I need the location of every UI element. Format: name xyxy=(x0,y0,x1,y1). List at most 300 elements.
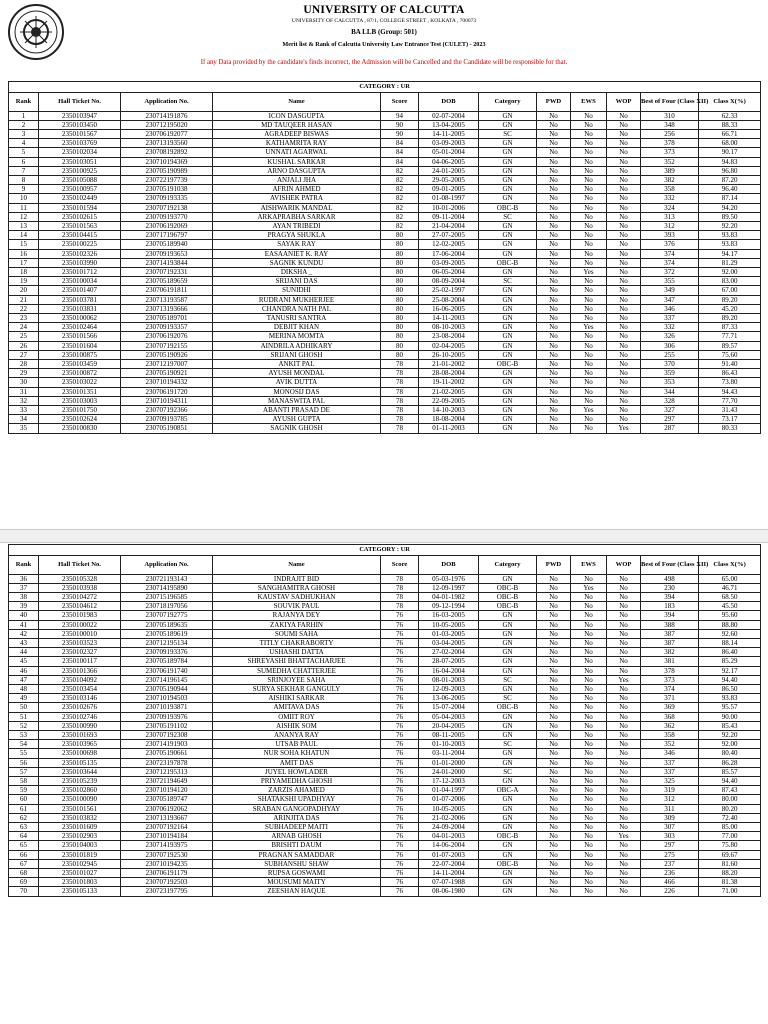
cell-hall-ticket: 2350101803 xyxy=(39,878,121,887)
cell-rank: 25 xyxy=(9,332,39,341)
cell-class-x: 90.00 xyxy=(699,712,761,721)
cell-score: 76 xyxy=(381,832,419,841)
cell-category: GN xyxy=(479,313,537,322)
cell-hall-ticket: 2350103990 xyxy=(39,258,121,267)
cell-dob: 25-02-1997 xyxy=(419,286,479,295)
table-row xyxy=(9,313,761,322)
cell-category: GN xyxy=(479,111,537,120)
cell-wop: No xyxy=(607,869,641,878)
cell-ews: No xyxy=(571,295,607,304)
table-row xyxy=(9,675,761,684)
cell-wop: No xyxy=(607,813,641,822)
cell-application-no: 230707192503 xyxy=(121,878,213,887)
cell-category: GN xyxy=(479,120,537,129)
table-row xyxy=(9,249,761,258)
cell-score: 80 xyxy=(381,240,419,249)
cell-class-x: 92.60 xyxy=(699,629,761,638)
cell-score: 76 xyxy=(381,813,419,822)
cell-score: 84 xyxy=(381,139,419,148)
cell-dob: 18-08-2004 xyxy=(419,415,479,424)
cell-application-no: 230705189747 xyxy=(121,795,213,804)
cell-rank: 44 xyxy=(9,648,39,657)
cell-hall-ticket: 2350101407 xyxy=(39,286,121,295)
column-header-score: Score xyxy=(381,92,419,111)
cell-pwd: No xyxy=(537,231,571,240)
cell-hall-ticket: 2350103454 xyxy=(39,684,121,693)
cell-ews: No xyxy=(571,657,607,666)
cell-best-of-four: 394 xyxy=(641,592,699,601)
cell-best-of-four: 226 xyxy=(641,887,699,896)
cell-name: MANASWITA PAL xyxy=(213,396,381,405)
cell-dob: 13-06-2005 xyxy=(419,694,479,703)
cell-wop: No xyxy=(607,396,641,405)
cell-category: GN xyxy=(479,415,537,424)
cell-pwd: No xyxy=(537,767,571,776)
cell-class-x: 89.50 xyxy=(699,212,761,221)
cell-rank: 70 xyxy=(9,887,39,896)
cell-name: INDRAJIT BID xyxy=(213,574,381,583)
cell-ews: No xyxy=(571,620,607,629)
cell-class-x: 96.80 xyxy=(699,166,761,175)
table-row xyxy=(9,424,761,433)
cell-hall-ticket: 2350101027 xyxy=(39,869,121,878)
cell-wop: Yes xyxy=(607,424,641,433)
cell-pwd: No xyxy=(537,267,571,276)
cell-best-of-four: 287 xyxy=(641,424,699,433)
cell-best-of-four: 373 xyxy=(641,148,699,157)
cell-best-of-four: 325 xyxy=(641,776,699,785)
cell-rank: 50 xyxy=(9,703,39,712)
cell-category: GN xyxy=(479,323,537,332)
cell-application-no: 230714195890 xyxy=(121,583,213,592)
cell-score: 82 xyxy=(381,175,419,184)
cell-hall-ticket: 2350101566 xyxy=(39,332,121,341)
cell-dob: 21-02-2006 xyxy=(419,813,479,822)
cell-dob: 01-07-2003 xyxy=(419,850,479,859)
cell-wop: No xyxy=(607,620,641,629)
cell-dob: 15-07-2004 xyxy=(419,703,479,712)
cell-ews: No xyxy=(571,813,607,822)
cell-ews: No xyxy=(571,684,607,693)
column-header-best-of-four: Best of Four (Class XII) xyxy=(641,92,699,111)
cell-category: OBC-B xyxy=(479,703,537,712)
cell-best-of-four: 311 xyxy=(641,804,699,813)
cell-best-of-four: 378 xyxy=(641,139,699,148)
cell-score: 76 xyxy=(381,869,419,878)
cell-application-no: 230709193335 xyxy=(121,194,213,203)
column-header-category: Category xyxy=(479,555,537,574)
cell-score: 76 xyxy=(381,666,419,675)
table-row xyxy=(9,203,761,212)
cell-score: 82 xyxy=(381,221,419,230)
cell-application-no: 230709193785 xyxy=(121,415,213,424)
column-header-class-x: Class X(%) xyxy=(699,555,761,574)
cell-best-of-four: 374 xyxy=(641,684,699,693)
cell-application-no: 230710194120 xyxy=(121,786,213,795)
table-row xyxy=(9,684,761,693)
cell-application-no: 230707192331 xyxy=(121,267,213,276)
cell-rank: 32 xyxy=(9,396,39,405)
cell-rank: 67 xyxy=(9,859,39,868)
cell-hall-ticket: 2350100698 xyxy=(39,749,121,758)
cell-dob: 22-09-2005 xyxy=(419,396,479,405)
column-header-application-no: Application No. xyxy=(121,555,213,574)
cell-name: KAUSTAV SADHUKHAN xyxy=(213,592,381,601)
cell-best-of-four: 358 xyxy=(641,185,699,194)
cell-category: GN xyxy=(479,629,537,638)
cell-category: SC xyxy=(479,129,537,138)
cell-rank: 31 xyxy=(9,387,39,396)
cell-best-of-four: 332 xyxy=(641,194,699,203)
cell-pwd: No xyxy=(537,666,571,675)
cell-category: GN xyxy=(479,749,537,758)
cell-name: SRABAN GANGOPADHYAY xyxy=(213,804,381,813)
column-header-hall-ticket: Hall Ticket No. xyxy=(39,92,121,111)
cell-best-of-four: 346 xyxy=(641,304,699,313)
cell-name: AVIK DUTTA xyxy=(213,378,381,387)
cell-pwd: No xyxy=(537,776,571,785)
cell-class-x: 88.80 xyxy=(699,620,761,629)
cell-best-of-four: 370 xyxy=(641,359,699,368)
cell-wop: No xyxy=(607,859,641,868)
cell-hall-ticket: 2350103965 xyxy=(39,740,121,749)
cell-wop: No xyxy=(607,850,641,859)
cell-dob: 27-02-2004 xyxy=(419,648,479,657)
cell-name: SHREYASHI BHATTACHARJEE xyxy=(213,657,381,666)
cell-category: GN xyxy=(479,304,537,313)
cell-hall-ticket: 2350105135 xyxy=(39,758,121,767)
cell-pwd: No xyxy=(537,804,571,813)
cell-best-of-four: 362 xyxy=(641,721,699,730)
cell-dob: 09-11-2004 xyxy=(419,212,479,221)
cell-application-no: 230707192530 xyxy=(121,850,213,859)
table-row xyxy=(9,387,761,396)
cell-ews: No xyxy=(571,359,607,368)
cell-class-x: 94.20 xyxy=(699,203,761,212)
cell-dob: 21-01-2002 xyxy=(419,359,479,368)
cell-pwd: No xyxy=(537,120,571,129)
column-header-name: Name xyxy=(213,92,381,111)
cell-wop: No xyxy=(607,740,641,749)
column-header-class-x: Class X(%) xyxy=(699,92,761,111)
cell-rank: 12 xyxy=(9,212,39,221)
cell-pwd: No xyxy=(537,369,571,378)
cell-name: ARNAB GHOSH xyxy=(213,832,381,841)
cell-wop: No xyxy=(607,258,641,267)
table-row xyxy=(9,859,761,868)
cell-ews: No xyxy=(571,120,607,129)
cell-score: 76 xyxy=(381,721,419,730)
cell-best-of-four: 310 xyxy=(641,111,699,120)
cell-class-x: 81.29 xyxy=(699,258,761,267)
cell-rank: 61 xyxy=(9,804,39,813)
cell-best-of-four: 337 xyxy=(641,313,699,322)
cell-score: 80 xyxy=(381,231,419,240)
cell-pwd: No xyxy=(537,148,571,157)
cell-class-x: 85.29 xyxy=(699,657,761,666)
cell-application-no: 230705189635 xyxy=(121,620,213,629)
cell-best-of-four: 387 xyxy=(641,638,699,647)
cell-class-x: 68.00 xyxy=(699,139,761,148)
cell-wop: No xyxy=(607,304,641,313)
cell-pwd: No xyxy=(537,341,571,350)
cell-dob: 28-08-2004 xyxy=(419,369,479,378)
cell-rank: 46 xyxy=(9,666,39,675)
cell-category: OBC-B xyxy=(479,359,537,368)
cell-pwd: No xyxy=(537,212,571,221)
cell-pwd: No xyxy=(537,359,571,368)
cell-ews: No xyxy=(571,249,607,258)
cell-category: OBC-B xyxy=(479,859,537,868)
cell-score: 82 xyxy=(381,185,419,194)
cell-application-no: 230710193871 xyxy=(121,703,213,712)
cell-application-no: 230709193976 xyxy=(121,712,213,721)
cell-class-x: 72.40 xyxy=(699,813,761,822)
cell-category: GN xyxy=(479,878,537,887)
cell-hall-ticket: 2350100830 xyxy=(39,424,121,433)
column-header-hall-ticket: Hall Ticket No. xyxy=(39,555,121,574)
page-separator xyxy=(0,529,768,543)
cell-rank: 1 xyxy=(9,111,39,120)
cell-rank: 11 xyxy=(9,203,39,212)
cell-application-no: 230705189701 xyxy=(121,313,213,322)
cell-category: GN xyxy=(479,332,537,341)
cell-category: OBC-B xyxy=(479,583,537,592)
cell-category: GN xyxy=(479,350,537,359)
cell-dob: 14-11-2003 xyxy=(419,313,479,322)
cell-score: 76 xyxy=(381,804,419,813)
cell-ews: No xyxy=(571,887,607,896)
cell-rank: 45 xyxy=(9,657,39,666)
cell-category: GN xyxy=(479,185,537,194)
cell-hall-ticket: 2350101750 xyxy=(39,406,121,415)
university-title: UNIVERSITY OF CALCUTTA xyxy=(303,4,465,16)
cell-application-no: 230705190989 xyxy=(121,166,213,175)
cell-dob: 04-01-1982 xyxy=(419,592,479,601)
column-header-dob: DOB xyxy=(419,555,479,574)
cell-score: 76 xyxy=(381,795,419,804)
cell-class-x: 86.28 xyxy=(699,758,761,767)
cell-name: ARINJITA DAS xyxy=(213,813,381,822)
table-row xyxy=(9,657,761,666)
cell-name: DIKSHA _ xyxy=(213,267,381,276)
cell-score: 76 xyxy=(381,648,419,657)
cell-category: GN xyxy=(479,730,537,739)
cell-hall-ticket: 2350100957 xyxy=(39,185,121,194)
category-heading: CATEGORY : UR xyxy=(9,545,761,556)
cell-ews: No xyxy=(571,387,607,396)
cell-ews: No xyxy=(571,148,607,157)
cell-dob: 10-05-2005 xyxy=(419,620,479,629)
cell-class-x: 75.60 xyxy=(699,350,761,359)
cell-dob: 08-09-2004 xyxy=(419,277,479,286)
cell-wop: No xyxy=(607,120,641,129)
cell-score: 80 xyxy=(381,267,419,276)
cell-category: GN xyxy=(479,638,537,647)
cell-category: GN xyxy=(479,406,537,415)
column-header-row xyxy=(9,92,761,111)
cell-best-of-four: 312 xyxy=(641,221,699,230)
table-row xyxy=(9,194,761,203)
cell-dob: 23-08-2004 xyxy=(419,332,479,341)
column-header-pwd: PWD xyxy=(537,555,571,574)
cell-name: PRAGNAN SAMADDAR xyxy=(213,850,381,859)
cell-wop: No xyxy=(607,295,641,304)
cell-class-x: 80.40 xyxy=(699,749,761,758)
cell-class-x: 92.17 xyxy=(699,666,761,675)
cell-name: SRINJOYEE SAHA xyxy=(213,675,381,684)
cell-ews: No xyxy=(571,341,607,350)
cell-pwd: No xyxy=(537,166,571,175)
cell-category: OBC-B xyxy=(479,602,537,611)
cell-wop: No xyxy=(607,887,641,896)
cell-hall-ticket: 2350104612 xyxy=(39,602,121,611)
cell-score: 78 xyxy=(381,602,419,611)
cell-category: GN xyxy=(479,249,537,258)
cell-application-no: 230713193666 xyxy=(121,304,213,313)
cell-hall-ticket: 2350100225 xyxy=(39,240,121,249)
cell-ews: No xyxy=(571,424,607,433)
cell-ews: No xyxy=(571,592,607,601)
cell-hall-ticket: 2350101563 xyxy=(39,221,121,230)
cell-best-of-four: 328 xyxy=(641,396,699,405)
cell-ews: No xyxy=(571,859,607,868)
cell-class-x: 69.67 xyxy=(699,850,761,859)
cell-hall-ticket: 2350100090 xyxy=(39,795,121,804)
cell-ews: No xyxy=(571,740,607,749)
cell-ews: No xyxy=(571,185,607,194)
table-row xyxy=(9,378,761,387)
cell-application-no: 230709193770 xyxy=(121,212,213,221)
cell-name: SRIJANI DAS xyxy=(213,277,381,286)
cell-application-no: 230718197056 xyxy=(121,602,213,611)
cell-class-x: 80.33 xyxy=(699,424,761,433)
merit-list-title: Merit list & Rank of Calcutta University Law Entrance Test (CULET) - 2023 xyxy=(282,41,486,48)
cell-best-of-four: 347 xyxy=(641,295,699,304)
cell-name: AYAN TRIBEDI xyxy=(213,221,381,230)
cell-application-no: 230723197878 xyxy=(121,758,213,767)
cell-hall-ticket: 2350100872 xyxy=(39,369,121,378)
cell-name: ZARZIS AHAMED xyxy=(213,786,381,795)
cell-application-no: 230714193844 xyxy=(121,258,213,267)
cell-name: ICON DASGUPTA xyxy=(213,111,381,120)
cell-best-of-four: 368 xyxy=(641,712,699,721)
cell-hall-ticket: 2350100034 xyxy=(39,277,121,286)
cell-hall-ticket: 2350102449 xyxy=(39,194,121,203)
cell-application-no: 230705189940 xyxy=(121,240,213,249)
cell-rank: 33 xyxy=(9,406,39,415)
cell-wop: No xyxy=(607,212,641,221)
cell-wop: No xyxy=(607,194,641,203)
cell-category: GN xyxy=(479,148,537,157)
cell-category: GN xyxy=(479,424,537,433)
cell-class-x: 88.20 xyxy=(699,869,761,878)
cell-category: GN xyxy=(479,684,537,693)
cell-class-x: 75.80 xyxy=(699,841,761,850)
column-header-score: Score xyxy=(381,555,419,574)
cell-rank: 62 xyxy=(9,813,39,822)
cell-ews: No xyxy=(571,396,607,405)
cell-ews: No xyxy=(571,175,607,184)
cell-application-no: 230712197007 xyxy=(121,359,213,368)
cell-score: 76 xyxy=(381,776,419,785)
cell-name: AMITAVA DAS xyxy=(213,703,381,712)
cell-category: GN xyxy=(479,267,537,276)
cell-rank: 4 xyxy=(9,139,39,148)
cell-category: GN xyxy=(479,369,537,378)
cell-class-x: 93.83 xyxy=(699,694,761,703)
cell-wop: No xyxy=(607,277,641,286)
cell-class-x: 89.20 xyxy=(699,313,761,322)
cell-category: SC xyxy=(479,277,537,286)
cell-best-of-four: 349 xyxy=(641,286,699,295)
cell-name: SOUVIK PAUL xyxy=(213,602,381,611)
cell-rank: 17 xyxy=(9,258,39,267)
cell-pwd: No xyxy=(537,887,571,896)
cell-category: GN xyxy=(479,157,537,166)
cell-name: SHATAKSHI UPADHYAY xyxy=(213,795,381,804)
cell-dob: 17-12-2003 xyxy=(419,776,479,785)
cell-class-x: 62.33 xyxy=(699,111,761,120)
cell-dob: 17-06-2004 xyxy=(419,249,479,258)
cell-class-x: 88.33 xyxy=(699,120,761,129)
table-row xyxy=(9,869,761,878)
cell-score: 76 xyxy=(381,657,419,666)
cell-best-of-four: 344 xyxy=(641,387,699,396)
cell-best-of-four: 352 xyxy=(641,157,699,166)
cell-dob: 16-03-2005 xyxy=(419,611,479,620)
table-row xyxy=(9,638,761,647)
cell-name: RUDRANI MUKHERJEE xyxy=(213,295,381,304)
cell-hall-ticket: 2350104415 xyxy=(39,231,121,240)
cell-application-no: 230705190851 xyxy=(121,424,213,433)
cell-wop: No xyxy=(607,313,641,322)
cell-category: GN xyxy=(479,869,537,878)
cell-best-of-four: 372 xyxy=(641,267,699,276)
cell-wop: No xyxy=(607,387,641,396)
table-row xyxy=(9,822,761,831)
cell-application-no: 230717196797 xyxy=(121,231,213,240)
cell-rank: 22 xyxy=(9,304,39,313)
cell-rank: 7 xyxy=(9,166,39,175)
cell-ews: No xyxy=(571,758,607,767)
cell-rank: 8 xyxy=(9,175,39,184)
cell-class-x: 71.00 xyxy=(699,887,761,896)
cell-category: GN xyxy=(479,666,537,675)
cell-application-no: 230706192077 xyxy=(121,129,213,138)
cell-wop: No xyxy=(607,648,641,657)
table-row xyxy=(9,730,761,739)
cell-class-x: 65.00 xyxy=(699,574,761,583)
cell-dob: 29-05-2005 xyxy=(419,175,479,184)
cell-application-no: 230705189784 xyxy=(121,657,213,666)
cell-ews: No xyxy=(571,231,607,240)
cell-wop: No xyxy=(607,378,641,387)
cell-category: GN xyxy=(479,194,537,203)
cell-score: 76 xyxy=(381,740,419,749)
cell-dob: 24-01-2000 xyxy=(419,767,479,776)
cell-wop: No xyxy=(607,185,641,194)
table-row xyxy=(9,258,761,267)
table-row xyxy=(9,406,761,415)
cell-dob: 01-01-2000 xyxy=(419,758,479,767)
cell-score: 78 xyxy=(381,378,419,387)
cell-category: OBC-B xyxy=(479,832,537,841)
cell-score: 76 xyxy=(381,611,419,620)
cell-class-x: 92.20 xyxy=(699,730,761,739)
cell-best-of-four: 498 xyxy=(641,574,699,583)
cell-name: SUBHANSHU SHAW xyxy=(213,859,381,868)
